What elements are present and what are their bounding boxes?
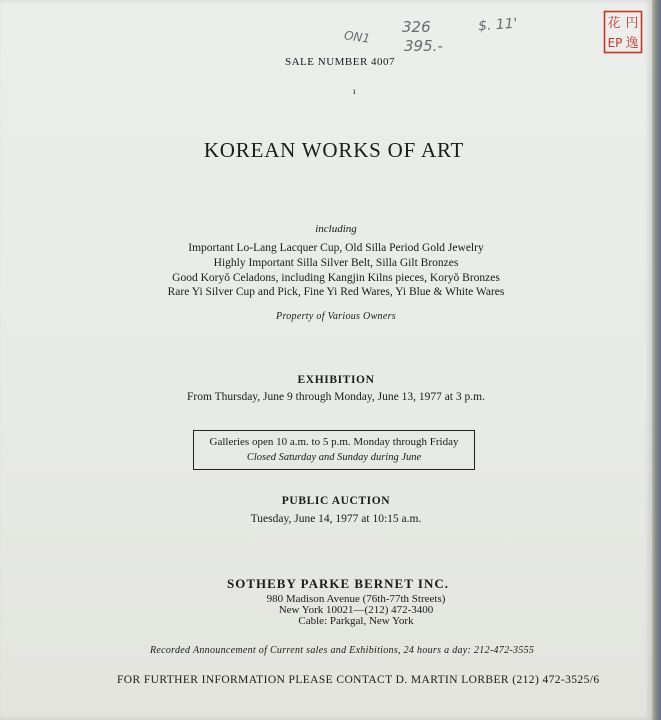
highlight-line: Highly Important Silla Silver Belt, Silla Gilt Bronzes xyxy=(213,257,459,269)
auction-heading: PUBLIC AUCTION xyxy=(281,495,391,507)
owners-note: Property of Various Owners xyxy=(276,311,396,322)
company-name: SOTHEBY PARKE BERNET INC. xyxy=(227,576,449,591)
company-address-line: 980 Madison Avenue (76th-77th Streets) xyxy=(266,593,446,605)
svg-text:花: 花 xyxy=(607,16,621,31)
exhibition-heading: EXHIBITION xyxy=(297,374,375,386)
gallery-closed: Closed Saturday and Sunday during June xyxy=(246,452,422,463)
handwritten-note: 326 xyxy=(402,18,431,36)
small-mark: ı xyxy=(353,86,356,96)
handwritten-note: 395.- xyxy=(404,37,443,55)
recorded-announcement: Recorded Announcement of Current sales and Exhibitions, 24 hours a day: 212-472-3555 xyxy=(150,645,535,656)
further-info: FOR FURTHER INFORMATION PLEASE CONTACT D. MARTIN LORBER (212) 472-3525/6 xyxy=(117,674,600,686)
svg-text:EP: EP xyxy=(607,36,623,50)
auction-date: Tuesday, June 14, 1977 at 10:15 a.m. xyxy=(250,513,422,525)
company-address-line: New York 10021—(212) 472-3400 xyxy=(278,604,434,616)
company-address-line: Cable: Parkgal, New York xyxy=(298,615,414,627)
highlight-line: Good Koryŏ Celadons, including Kangjin Kilns pieces, Koryŏ Bronzes xyxy=(172,272,500,284)
including-label: including xyxy=(315,223,357,235)
svg-text:円: 円 xyxy=(625,16,639,31)
exhibition-dates: From Thursday, June 9 through Monday, June 13, 1977 at 3 p.m. xyxy=(187,391,485,403)
gallery-hours: Galleries open 10 a.m. to 5 p.m. Monday through Friday xyxy=(209,436,459,448)
handwritten-note: $. 11' xyxy=(477,15,518,35)
svg-text:逸: 逸 xyxy=(625,36,639,51)
highlight-line: Important Lo-Lang Lacquer Cup, Old Silla Period Gold Jewelry xyxy=(188,242,484,254)
handwritten-note: ON1 xyxy=(343,28,371,46)
highlight-line: Rare Yi Silver Cup and Pick, Fine Yi Red Wares, Yi Blue & White Wares xyxy=(167,286,505,298)
catalog-title: KOREAN WORKS OF ART xyxy=(203,138,465,162)
sale-number: SALE NUMBER 4007 xyxy=(285,56,396,68)
gallery-hours-box xyxy=(193,430,475,470)
seal-stamp xyxy=(603,10,643,54)
